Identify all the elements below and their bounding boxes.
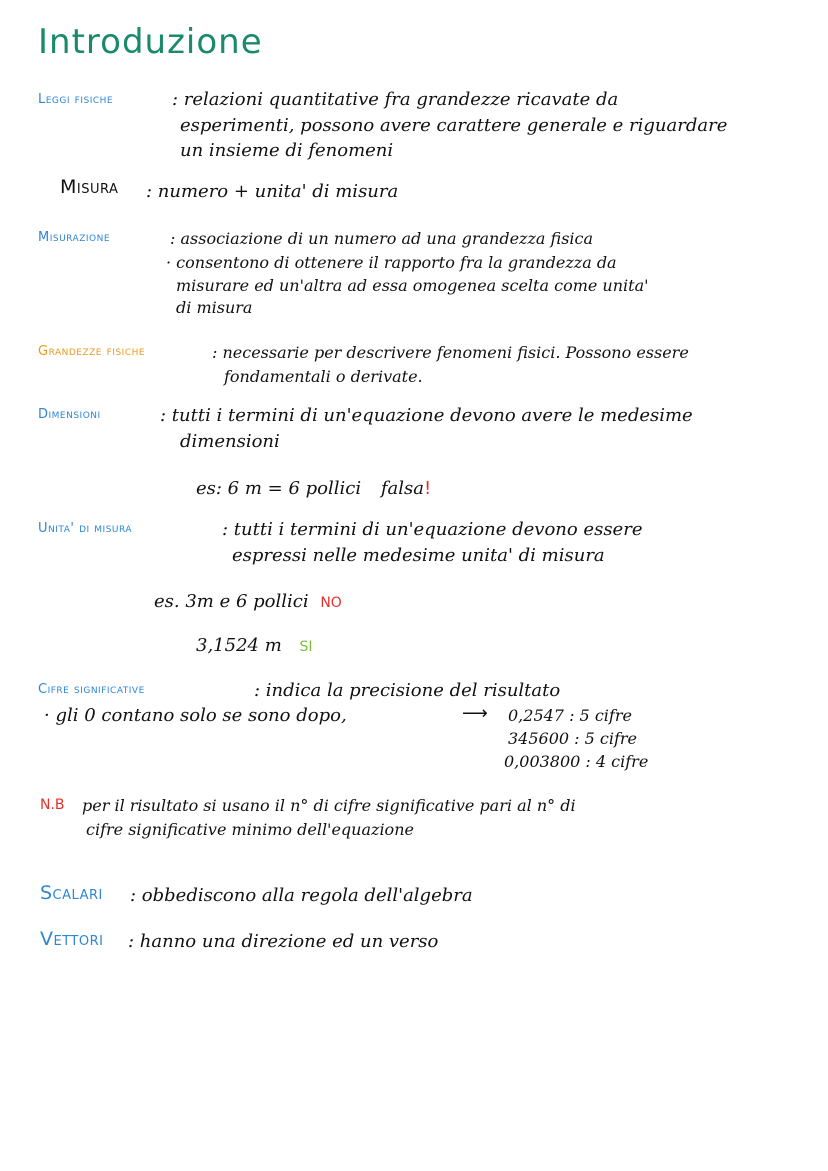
grandezze-fisiche-line-2: fondamentali o derivate. xyxy=(224,367,423,386)
unita-example-2 xyxy=(196,634,313,659)
dimensioni-label: Dimensioni xyxy=(38,407,101,422)
dimensioni-line-1: : tutti i termini di un'equazione devono avere le medesime xyxy=(160,405,693,426)
scalari-label xyxy=(40,882,103,904)
leggi-fisiche-label: Leggi fisiche xyxy=(38,92,114,107)
page-title: Introduzione xyxy=(38,22,263,62)
misura-definition: : numero + unita' di misura xyxy=(146,181,399,202)
misurazione-label: Misurazione xyxy=(38,230,111,245)
vettori-label xyxy=(40,928,103,950)
cifre-example-2: 345600 : 5 cifre xyxy=(508,729,638,748)
unita-example-2-verdict: SI xyxy=(299,639,313,655)
dimensioni-example-text: es: 6 m = 6 pollici xyxy=(196,478,362,499)
scalari-label-text: Scalari xyxy=(40,882,103,904)
nb-line-2: cifre significative minimo dell'equazione xyxy=(86,820,414,839)
grandezze-fisiche-label: Grandezze fisiche xyxy=(38,344,146,359)
misurazione-line-1: : associazione di un numero ad una grandezza fisica xyxy=(170,229,594,248)
vettori-label-text: Vettori xyxy=(40,928,104,950)
grandezze-fisiche-line-1: : necessarie per descrivere fenomeni fisici. Possono essere xyxy=(212,343,689,362)
unita-di-misura-line-1: : tutti i termini di un'equazione devono essere xyxy=(222,519,643,540)
cifre-example-3: 0,003800 : 4 cifre xyxy=(504,752,649,771)
misurazione-line-4: di misura xyxy=(176,298,253,317)
cifre-significative-definition: : indica la precisione del risultato xyxy=(254,680,561,701)
misura-label xyxy=(60,176,118,198)
unita-example-1 xyxy=(154,590,342,615)
leggi-fisiche-line-3: un insieme di fenomeni xyxy=(180,140,394,161)
misura-label-text: Misura xyxy=(60,176,119,198)
dimensioni-exclamation: ! xyxy=(423,478,432,499)
unita-di-misura-label: Unita' di misura xyxy=(38,521,133,536)
unita-example-1-verdict: NO xyxy=(320,595,342,611)
misurazione-line-3: misurare ed un'altra ad essa omogenea scelta come unita' xyxy=(176,276,649,295)
nb-label: N.B xyxy=(40,797,65,813)
vettori-definition: : hanno una direzione ed un verso xyxy=(128,931,439,952)
cifre-significative-bullet: · gli 0 contano solo se sono dopo, xyxy=(44,705,347,726)
dimensioni-example xyxy=(196,477,431,501)
misurazione-line-2: · consentono di ottenere il rapporto fra la grandezza da xyxy=(166,253,617,272)
scalari-definition: : obbediscono alla regola dell'algebra xyxy=(130,885,473,906)
cifre-arrow: ⟶ xyxy=(462,703,488,724)
unita-di-misura-line-2: espressi nelle medesime unita' di misura xyxy=(232,545,605,566)
leggi-fisiche-line-1: : relazioni quantitative fra grandezze ricavate da xyxy=(172,89,619,110)
cifre-example-1: 0,2547 : 5 cifre xyxy=(508,706,632,725)
unita-example-2-text: 3,1524 m xyxy=(196,635,282,656)
dimensioni-line-2: dimensioni xyxy=(180,431,280,452)
cifre-significative-label: Cifre significative xyxy=(38,682,145,697)
dimensioni-example-verdict: falsa xyxy=(380,478,424,499)
nb-line-1: per il risultato si usano il n° di cifre significative pari al n° di xyxy=(82,796,576,815)
unita-example-1-text: es. 3m e 6 pollici xyxy=(154,591,309,612)
leggi-fisiche-line-2: esperimenti, possono avere carattere generale e riguardare xyxy=(180,115,728,136)
